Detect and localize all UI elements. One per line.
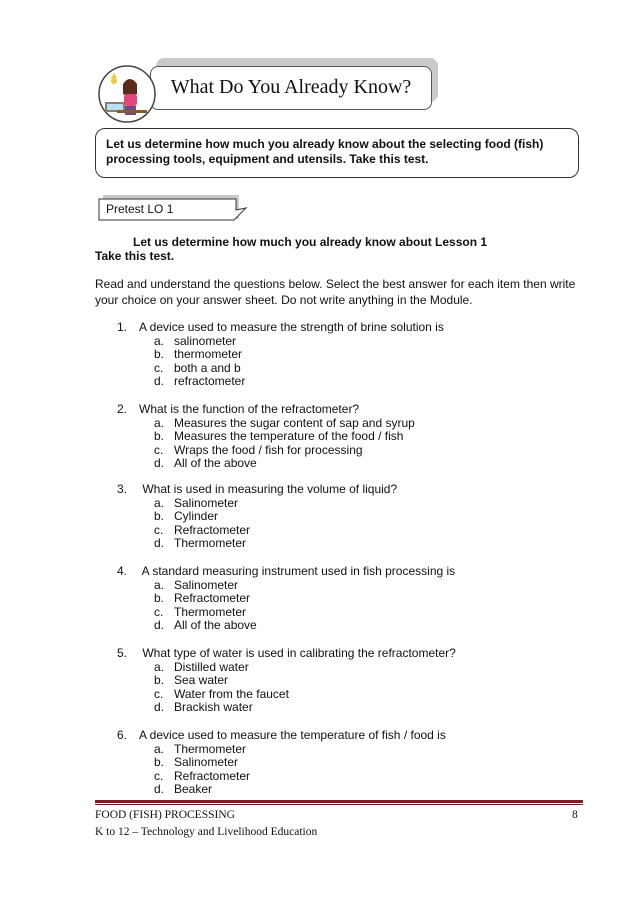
option-letter: a. <box>154 741 165 756</box>
answer-option <box>154 770 250 784</box>
answer-option <box>154 362 241 376</box>
option-letter: d. <box>154 782 165 797</box>
page-number: 8 <box>572 809 578 821</box>
option-text: Measures the sugar content of sap and syrup <box>174 415 415 430</box>
question-number: 3. <box>117 482 128 496</box>
option-text: Cylinder <box>174 509 219 524</box>
answer-option <box>154 417 415 431</box>
option-text: Salinometer <box>174 755 239 770</box>
intro-box <box>95 128 579 178</box>
option-text: salinometer <box>174 333 237 348</box>
option-letter: c. <box>154 360 164 375</box>
answer-option <box>154 619 257 633</box>
option-text: All of the above <box>174 456 257 471</box>
option-letter: d. <box>154 700 165 715</box>
option-text: Distilled water <box>174 659 249 674</box>
question-text: What type of water is used in calibrating the refractometer? <box>139 646 456 660</box>
option-text: Beaker <box>174 782 213 797</box>
answer-option <box>154 579 238 593</box>
question-number: 6. <box>117 728 128 742</box>
question-4 <box>117 565 455 579</box>
pretest-label: Pretest LO 1 <box>106 202 174 216</box>
footer-subject: FOOD (FISH) PROCESSING <box>95 809 235 821</box>
intro-line-1: Let us determine how much you already know about the selecting food (fish) <box>106 137 544 151</box>
student-avatar-icon <box>97 64 157 124</box>
answer-option <box>154 537 246 551</box>
question-number: 5. <box>117 646 128 660</box>
question-text: What is used in measuring the volume of liquid? <box>139 482 398 496</box>
option-letter: a. <box>154 415 165 430</box>
option-letter: c. <box>154 442 164 457</box>
option-letter: c. <box>154 522 164 537</box>
answer-option <box>154 674 228 688</box>
option-text: All of the above <box>174 618 257 633</box>
option-letter: b. <box>154 347 165 362</box>
answer-option <box>154 444 363 458</box>
option-text: Salinometer <box>174 577 239 592</box>
option-letter: b. <box>154 673 165 688</box>
answer-option <box>154 592 250 606</box>
answer-option <box>154 430 403 444</box>
option-letter: c. <box>154 604 164 619</box>
title-banner <box>150 66 432 110</box>
option-letter: a. <box>154 659 165 674</box>
intro-line-2: processing tools, equipment and utensils. Take this test. <box>106 152 429 166</box>
answer-option <box>154 375 245 389</box>
question-number: 4. <box>117 564 128 578</box>
footer-rule <box>95 800 583 803</box>
option-letter: d. <box>154 536 165 551</box>
answer-option <box>154 783 212 797</box>
question-text: A device used to measure the temperature of fish / food is <box>139 728 446 742</box>
option-text: both a and b <box>174 360 241 375</box>
question-number: 2. <box>117 402 128 416</box>
option-letter: b. <box>154 591 165 606</box>
question-text: A device used to measure the strength of brine solution is <box>139 320 444 334</box>
option-text: Wraps the food / fish for processing <box>174 442 363 457</box>
option-letter: a. <box>154 577 165 592</box>
option-letter: d. <box>154 374 165 389</box>
question-1 <box>117 321 444 335</box>
answer-option <box>154 457 257 471</box>
answer-option <box>154 348 242 362</box>
option-letter: b. <box>154 509 165 524</box>
option-letter: b. <box>154 429 165 444</box>
pretest-callout <box>98 194 288 224</box>
option-text: Thermometer <box>174 604 247 619</box>
option-letter: a. <box>154 333 165 348</box>
page-title: What Do You Already Know? <box>170 76 412 98</box>
option-text: Refractometer <box>174 522 251 537</box>
option-text: Refractometer <box>174 591 251 606</box>
question-3 <box>117 483 397 497</box>
answer-option <box>154 688 289 702</box>
footer-rule-thin <box>95 804 583 805</box>
option-letter: a. <box>154 495 165 510</box>
question-number: 1. <box>117 320 128 334</box>
option-letter: d. <box>154 618 165 633</box>
answer-option <box>154 743 246 757</box>
answer-option <box>154 497 238 511</box>
option-text: Salinometer <box>174 495 239 510</box>
option-text: Measures the temperature of the food / fish <box>174 429 404 444</box>
option-text: Brackish water <box>174 700 253 715</box>
question-text: What is the function of the refractometer? <box>139 402 360 416</box>
footer-program: K to 12 – Technology and Livelihood Education <box>95 826 318 838</box>
instructions-line-2: your choice on your answer sheet. Do not write anything in the Module. <box>95 293 473 307</box>
question-6 <box>117 729 446 743</box>
answer-option <box>154 335 236 349</box>
option-text: Thermometer <box>174 741 247 756</box>
instructions-line-1: Read and understand the questions below. Select the best answer for each item then write <box>95 277 576 291</box>
option-letter: d. <box>154 456 165 471</box>
option-text: thermometer <box>174 347 243 362</box>
lesson-intro-line-1: Let us determine how much you already know about Lesson 1 <box>133 235 488 249</box>
option-letter: b. <box>154 755 165 770</box>
option-text: Thermometer <box>174 536 247 551</box>
answer-option <box>154 756 238 770</box>
answer-option <box>154 606 246 620</box>
option-letter: c. <box>154 686 164 701</box>
option-text: Refractometer <box>174 768 251 783</box>
question-5 <box>117 647 456 661</box>
lesson-intro-line-2: Take this test. <box>95 249 175 263</box>
option-text: Sea water <box>174 673 229 688</box>
answer-option <box>154 701 253 715</box>
answer-option <box>154 510 218 524</box>
option-text: Water from the faucet <box>174 686 289 701</box>
answer-option <box>154 661 249 675</box>
answer-option <box>154 524 250 538</box>
option-letter: c. <box>154 768 164 783</box>
question-text: A standard measuring instrument used in fish processing is <box>139 564 456 578</box>
question-2 <box>117 403 359 417</box>
option-text: refractometer <box>174 374 246 389</box>
